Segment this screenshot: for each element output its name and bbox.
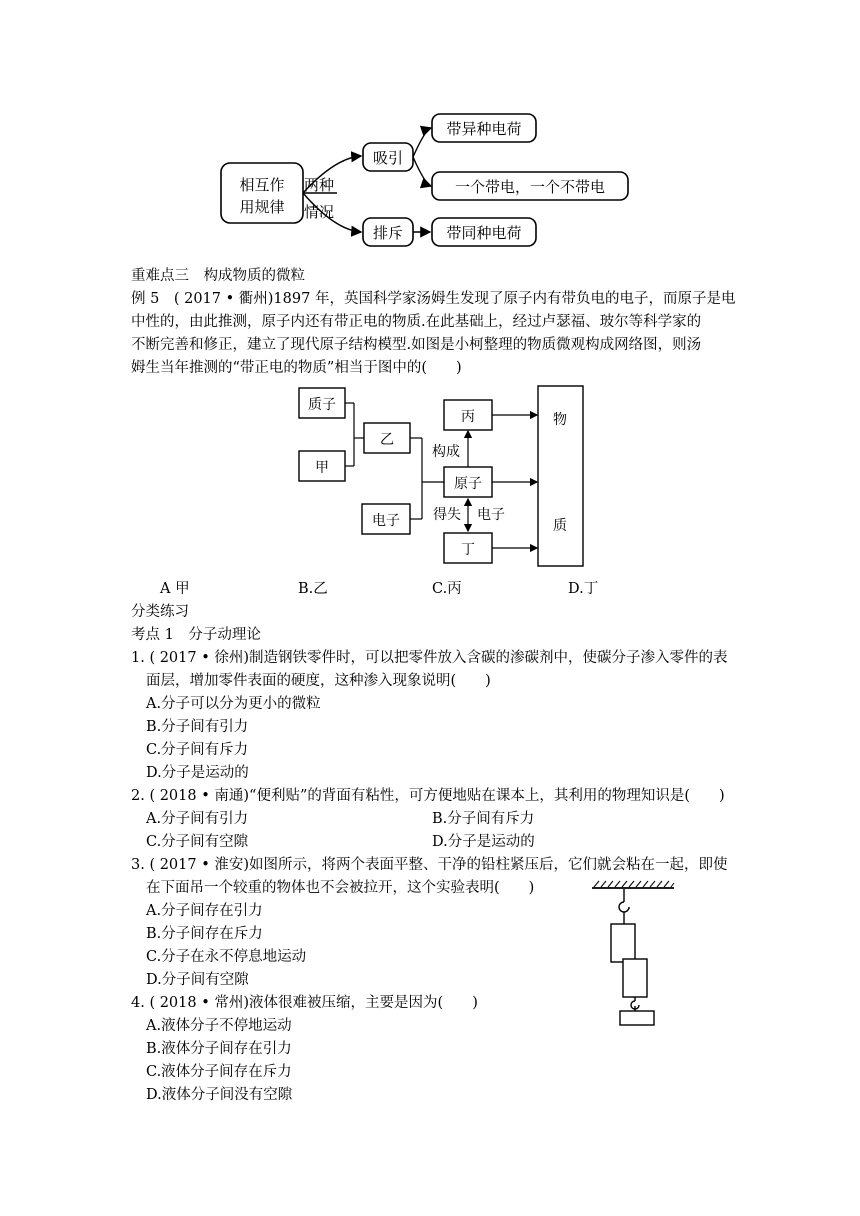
q4-option-d: D.液体分子间没有空隙 [146,1087,293,1103]
q2-option-b: B.分子间有斥力 [432,811,535,827]
q4-option-b: B.液体分子间存在引力 [146,1041,292,1057]
example5-option-c: C.丙 [432,581,462,597]
electron-label: 电子 [372,513,400,529]
q1-line1: 1. ( 2017 • 徐州)制造钢铁零件时，可以把零件放入含碳的渗碳剂中，使碳分子渗入零件的表 [131,650,728,666]
example5-line3: 不断完善和修正，建立了现代原子结构模型.如图是小柯整理的物质微观构成网络图，则汤 [131,337,702,353]
matter-label-1: 物 [553,412,567,428]
atom-label: 原子 [454,476,482,492]
electron-transfer-label: 电子 [477,507,505,523]
q2-line1: 2. ( 2018 • 南通)“便利贴”的背面有粘性，可方便地贴在课本上，其利用的物理知识是( ) [131,788,725,804]
root-label-2: 用规律 [239,198,285,216]
attract-label: 吸引 [372,149,404,167]
q4-option-a: A.液体分子不停地运动 [146,1018,292,1034]
q3-option-d: D.分子间有空隙 [146,972,249,988]
lower-lead-cylinder [623,959,647,997]
repel-label: 排斥 [372,224,404,242]
upper-lead-cylinder [611,924,635,962]
lead-cylinder-figure [588,880,678,1028]
example5-option-a: A 甲 [160,581,190,597]
bing-label: 丙 [461,409,475,425]
branch-label-1: 两种 [303,176,335,194]
yi-label: 乙 [380,432,394,448]
example5-option-b: B.乙 [298,581,328,597]
q1-option-c: C.分子间有斥力 [146,742,249,758]
jia-label: 甲 [315,460,329,476]
proton-label: 质子 [308,397,336,413]
example5-line1: 例 5 ( 2017 • 衢州)1897 年，英国科学家汤姆生发现了原子内有带负电的电子，而原子是电 [131,291,736,307]
q2-option-d: D.分子是运动的 [432,834,535,850]
q3-line1: 3. ( 2017 • 淮安)如图所示，将两个表面平整、干净的铅柱紧压后，它们就会粘在一起，即使 [131,857,728,873]
matter-composition-diagram [290,380,595,570]
matter-label-2: 质 [553,518,567,534]
section3-heading: 重难点三 构成物质的微粒 [131,268,305,284]
branch-label-2: 情况 [303,203,335,221]
top-hook-icon [619,902,629,912]
example5-line4: 姆生当年推测的“带正电的物质”相当于图中的( ) [131,360,462,376]
ding-label: 丁 [461,542,475,558]
q1-option-d: D.分子是运动的 [146,765,249,781]
q4-option-c: C.液体分子间存在斥力 [146,1064,292,1080]
q3-option-b: B.分子间存在斥力 [146,926,263,942]
q1-option-b: B.分子间有引力 [146,719,249,735]
topic1-heading: 考点 1 分子动理论 [131,627,261,643]
example5-line2: 中性的，由此推测，原子内还有带正电的物质.在此基础上，经过卢瑟福、玻尔等科学家的 [131,314,702,330]
q4-line1: 4. ( 2018 • 常州)液体很难被压缩，主要是因为( ) [131,995,478,1011]
practice-heading: 分类练习 [131,604,189,620]
q1-option-a: A.分子可以分为更小的微粒 [146,696,321,712]
interaction-rules-diagram [215,108,635,258]
composes-label: 构成 [432,444,460,460]
one-charged-label: 一个带电，一个不带电 [454,178,606,196]
q3-option-a: A.分子间存在引力 [146,903,263,919]
q3-option-c: C.分子在永不停息地运动 [146,949,307,965]
example5-option-d: D.丁 [568,581,599,597]
q3-line2: 在下面吊一个较重的物体也不会被拉开，这个实验表明( ) [146,880,535,896]
q2-option-a: A.分子间有引力 [146,811,249,827]
gain-lose-label: 得失 [433,507,461,523]
q2-option-c: C.分子间有空隙 [146,834,249,850]
root-label-1: 相互作 [239,176,285,194]
same-charge-label: 带同种电荷 [446,224,522,242]
hanging-weight [620,1011,654,1025]
q1-line2: 面层，增加零件表面的硬度，这种渗入现象说明( ) [146,673,491,689]
opposite-charge-label: 带异种电荷 [446,120,522,138]
